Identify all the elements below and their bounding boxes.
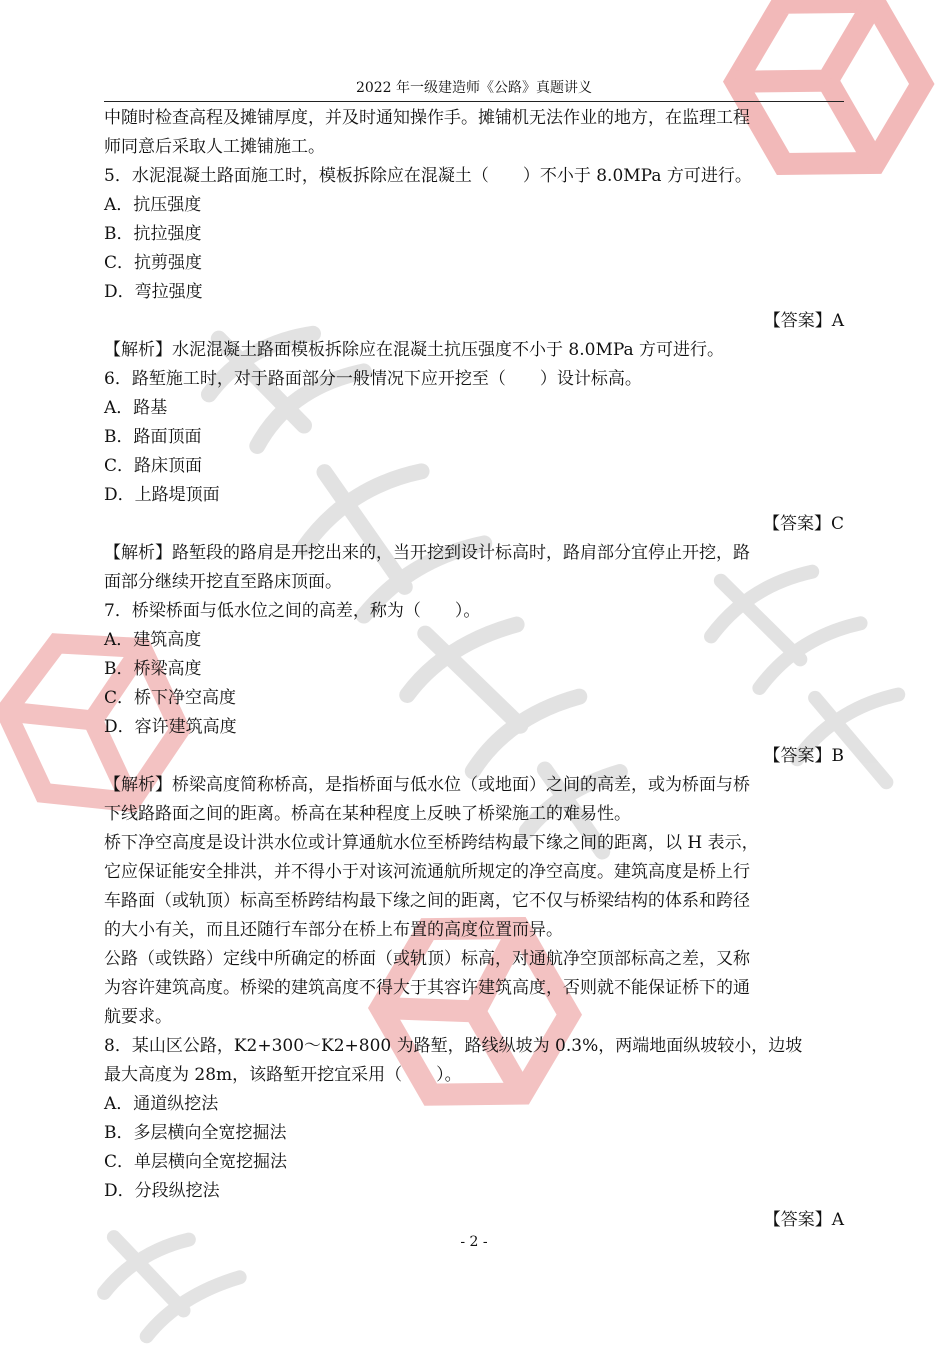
option-line: C．桥下净空高度 [104,688,237,708]
option-line: A．抗压强度 [104,195,202,215]
option-line: B．路面顶面 [104,427,202,447]
option-line: C．路床顶面 [104,456,203,476]
option-line: B．多层横向全宽挖掘法 [104,1123,287,1143]
option-line: A．路基 [104,398,168,418]
option-line: D．弯拉强度 [104,282,203,302]
header-divider [104,101,844,102]
page-number: - 2 - [460,1234,488,1250]
answer-line: 【答案】A [763,1210,844,1230]
option-line: B．桥梁高度 [104,659,202,679]
question-line: 7．桥梁桥面与低水位之间的高差，称为（ ）。 [104,601,481,621]
option-line: A．建筑高度 [104,630,202,650]
paragraph-line: 师同意后采取人工摊铺施工。 [104,137,325,157]
paragraph-line: 它应保证能安全排洪，并不得小于对该河流通航所规定的净空高度。建筑高度是桥上行 [104,862,750,882]
question-line: 5．水泥混凝土路面施工时，模板拆除应在混凝土（ ）不小于 8.0MPa 方可进行。 [104,166,752,186]
document-body [104,104,844,1235]
analysis-line: 【解析】桥梁高度简称桥高，是指桥面与低水位（或地面）之间的高差，或为桥面与桥 [104,775,750,795]
option-line: B．抗拉强度 [104,224,202,244]
option-line: D．分段纵挖法 [104,1181,220,1201]
analysis-line: 【解析】水泥混凝土路面模板拆除应在混凝土抗压强度不小于 8.0MPa 方可进行。 [104,340,725,360]
answer-line: 【答案】C [762,514,844,534]
question-line: 8．某山区公路，K2+300～K2+800 为路堑，路线纵坡为 0.3%，两端地面纵坡较小，边坡 [104,1036,803,1056]
question-line: 6．路堑施工时，对于路面部分一般情况下应开挖至（ ）设计标高。 [104,369,642,389]
paragraph-line: 的大小有关，而且还随行车部分在桥上布置的高度位置而异。 [104,920,563,940]
option-line: D．容许建筑高度 [104,717,237,737]
option-line: D．上路堤顶面 [104,485,220,505]
paragraph-line: 中随时检查高程及摊铺厚度，并及时通知操作手。摊铺机无法作业的地方，在监理工程 [104,108,750,128]
answer-line: 【答案】B [763,746,844,766]
paragraph-line: 航要求。 [104,1007,172,1027]
answer-line: 【答案】A [763,311,844,331]
option-line: C．单层横向全宽挖掘法 [104,1152,288,1172]
paragraph-line: 桥下净空高度是设计洪水位或计算通航水位至桥跨结构最下缘之间的距离，以 H 表示， [104,833,759,853]
option-line: C．抗剪强度 [104,253,203,273]
paragraph-line: 为容许建筑高度。桥梁的建筑高度不得大于其容许建筑高度，否则就不能保证桥下的通 [104,978,750,998]
option-line: A．通道纵挖法 [104,1094,219,1114]
paragraph-line: 下线路路面之间的距离。桥高在某种程度上反映了桥梁施工的难易性。 [104,804,631,824]
paragraph-line: 最大高度为 28m，该路堑开挖宜采用（ ）。 [104,1065,462,1085]
analysis-line: 【解析】路堑段的路肩是开挖出来的，当开挖到设计标高时，路肩部分宜停止开挖，路 [104,543,750,563]
paragraph-line: 公路（或铁路）定线中所确定的桥面（或轨顶）标高，对通航净空顶部标高之差，又称 [104,949,750,969]
paragraph-line: 面部分继续开挖直至路床顶面。 [104,572,342,592]
page-header-title: 2022 年一级建造师《公路》真题讲义 [355,80,593,96]
paragraph-line: 车路面（或轨顶）标高至桥跨结构最下缘之间的距离，它不仅与桥梁结构的体系和跨径 [104,891,750,911]
